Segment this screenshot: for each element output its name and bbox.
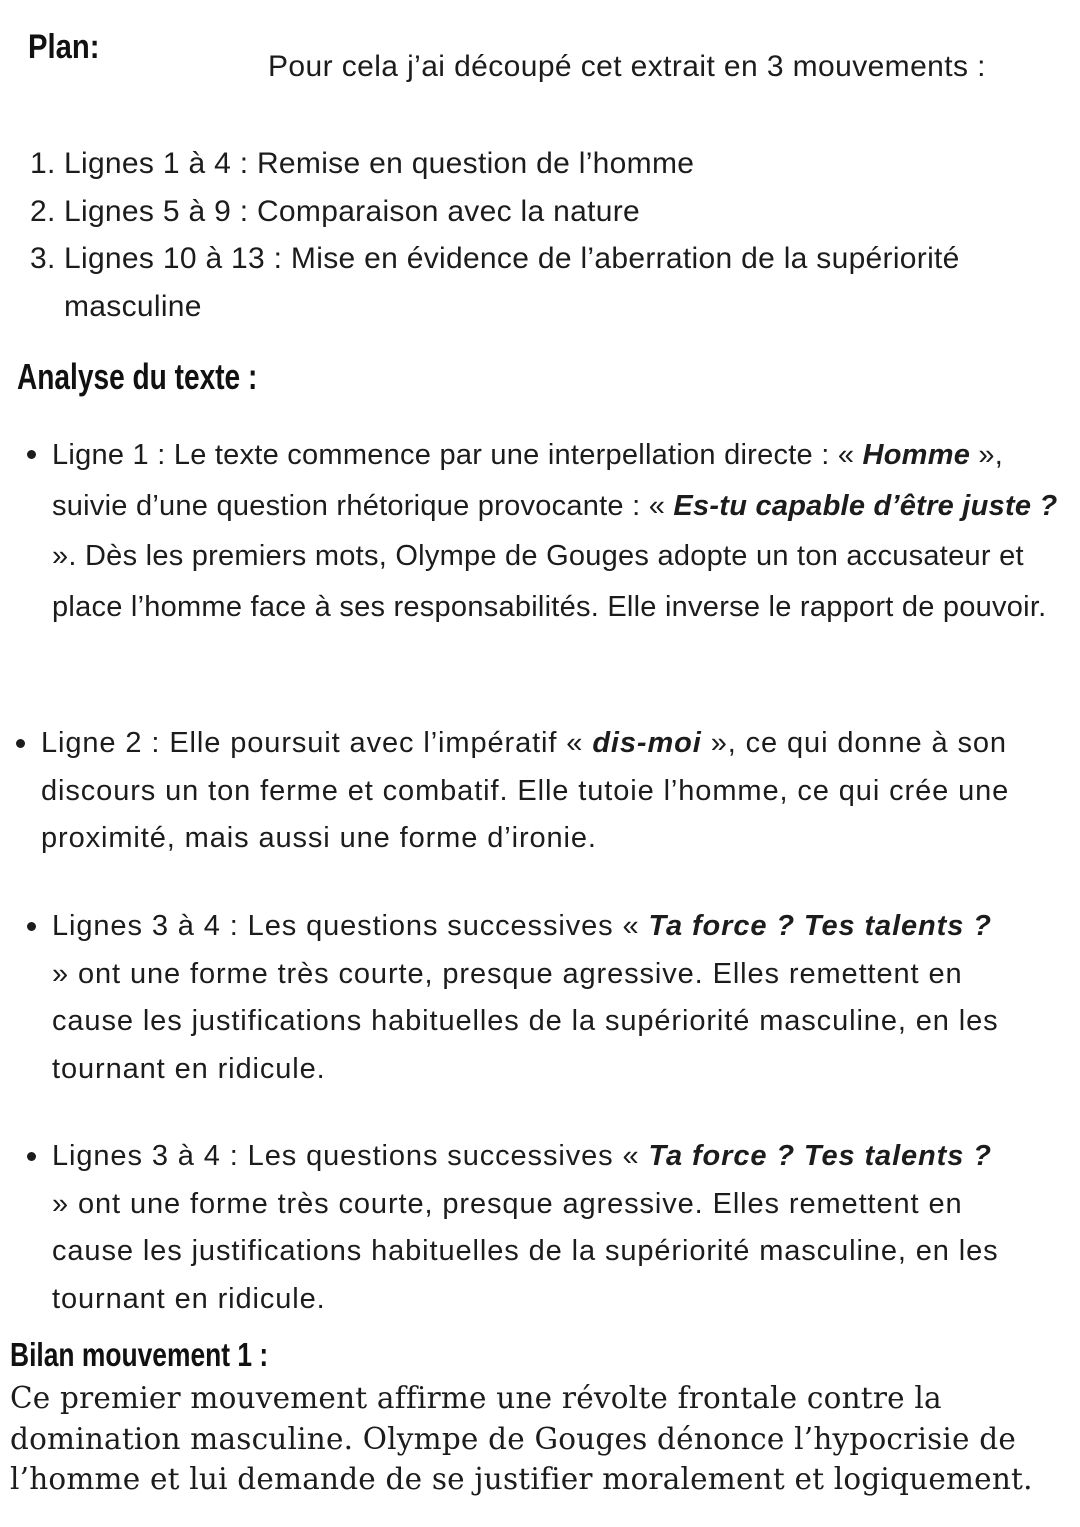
bullet-dot-icon [27,922,36,931]
plan-item-text: Lignes 10 à 13 : Mise en évidence de l’aberration de la supériorité masculine [64,242,960,323]
bullet-emphasis: Ta force ? Tes talents ? [648,910,992,942]
plan-item-text: Lignes 1 à 4 : Remise en question de l’homme [64,147,695,180]
bullet-text-part: Lignes 3 à 4 : Les questions successives « [52,1140,649,1172]
bullet-text-part: Lignes 3 à 4 : Les questions successives « [52,910,649,942]
analysis-bullet-4 [0,1133,1080,1333]
bullet-dot-icon [27,1152,36,1161]
plan-item-number: 3. [30,242,56,276]
plan-intro: Pour cela j’ai découpé cet extrait en 3 mouvements : [268,50,986,83]
plan-item [30,140,1060,188]
analysis-bullet-2 [0,720,1080,870]
bullet-emphasis: dis-moi [592,727,702,759]
analysis-bullet-3 [0,903,1080,1103]
plan-item-number: 2. [30,194,56,228]
bullet-text-part: ». Dès les premiers mots, Olympe de Gouges adopte un ton accusateur et place l’homme face à ses responsabilités. Elle inverse le rapport de pouvoir. [52,540,1047,623]
bullet-dot-icon [27,450,36,459]
bullet-emphasis: Homme [862,439,971,471]
bullet-text-part: Ligne 1 : Le texte commence par une interpellation directe : « [52,439,863,471]
bullet-text [52,430,1072,632]
plan-item-number: 1. [30,147,56,180]
bullet-emphasis: Es-tu capable d’être juste ? [673,489,1058,522]
bullet-text-part: » ont une forme très courte, presque agressive. Elles remettent en cause les justifications habituelles de la supériorité masculine, en les tournant en ridicule. [52,957,999,1085]
bilan-heading: Bilan mouvement 1 : [10,1336,269,1373]
bullet-text [52,903,1017,1093]
bullet-text-part: », ce qui donne à son discours un ton ferme et combatif. Elle tutoie l’homme, ce qui crée une proximité, mais aussi une forme d’ironie. [41,727,1010,854]
analyse-heading: Analyse du texte : [17,356,258,397]
bullet-text-part: Ligne 2 : Elle poursuit avec l’impératif « [41,727,593,759]
analysis-bullet-1 [0,430,1080,680]
plan-list [30,140,1060,330]
plan-item [30,188,1060,236]
bullet-dot-icon [16,739,25,748]
bullet-emphasis: Ta force ? Tes talents ? [648,1140,992,1172]
plan-item-text: Lignes 5 à 9 : Comparaison avec la nature [64,194,640,228]
bilan-text: Ce premier mouvement affirme une révolte frontale contre la domination masculine. Olympe de Gouges dénonce l’hypocrisie de l’homme et lui demande de se justifier moralement et logiquement. [10,1381,1033,1496]
bullet-text [52,1133,1017,1323]
bullet-text [41,720,1051,863]
bullet-text-part: » ont une forme très courte, presque agressive. Elles remettent en cause les justifications habituelles de la supériorité masculine, en les tournant en ridicule. [52,1187,999,1315]
plan-item [30,235,1060,330]
plan-heading: Plan: [28,28,100,66]
bullet-text-part: », suivie d’une question rhétorique provocante : « [52,439,1004,522]
